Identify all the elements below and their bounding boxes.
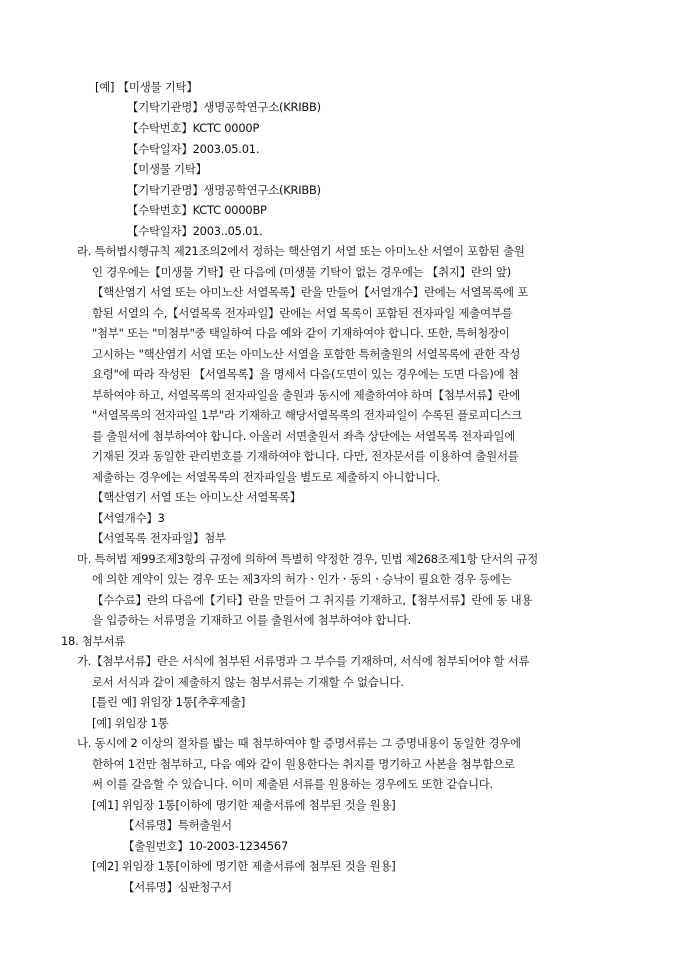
example-line: 【수탁일자】2003.05.01. [127, 142, 260, 156]
example-line: [예1] 위임장 1통[이하에 명기한 제출서류에 첨부된 것을 원용] [92, 798, 396, 812]
paragraph-line: 【수수료】란의 다음에【기타】란을 만들어 그 취지를 기재하고,【첨부서류】란에 동 내용 [92, 593, 533, 607]
paragraph-line: 에 의한 계약이 있는 경우 또는 제3자의 허가ㆍ인가ㆍ동의ㆍ승낙이 필요한 경우 등에는 [92, 572, 512, 586]
paragraph-line: 요령"에 따라 작성된 【서열목록】을 명세서 다음(도면이 있는 경우에는 도면 다음)에 첨 [92, 367, 519, 381]
example-line: 【수탁일자】2003..05.01. [127, 224, 263, 238]
item-ra-paragraph: 라. 특허법시행규칙 제21조의2에서 정하는 핵산염기 서열 또는 아미노산 서열이 포함된 출원 [77, 244, 525, 258]
paragraph-line: "서열목록의 전자파일 1부"라 기재하고 해당서열목록의 전자파일이 수록된 플로피디스크 [92, 408, 522, 422]
paragraph-line: 제출하는 경우에는 서열목록의 전자파일을 별도로 제출하지 아니합니다. [92, 470, 441, 484]
paragraph-line: 【핵산염기 서열 또는 아미노산 서열목록】란을 만들어【서열개수】란에는 서열목록에 포 [92, 285, 529, 299]
paragraph-line: 를 출원서에 첨부하여야 합니다. 아울러 서면출원서 좌측 상단에는 서열목록 전자파일에 [92, 429, 516, 443]
paragraph-line: 인 경우에는【미생물 기탁】란 다음에 (미생물 기탁이 없는 경우에는 【취지】란의 앞) [92, 265, 511, 279]
example-line: 【미생물 기탁】 [127, 162, 207, 176]
example-line: 【서열개수】3 [92, 511, 165, 525]
paragraph-line: 을 입증하는 서류명을 기재하고 이를 출원서에 첨부하여야 합니다. [92, 613, 412, 627]
paragraph-line: 로서 서식과 같이 제출하지 않는 첨부서류는 기재할 수 없습니다. [92, 675, 404, 689]
example-line: 【기탁기관명】생명공학연구소(KRIBB) [127, 183, 321, 197]
example-line: 【출원번호】10-2003-1234567 [123, 839, 289, 853]
paragraph-line: 고시하는 "핵산염기 서열 또는 아미노산 서열을 포함한 특허출원의 서열목록에 관한 작성 [92, 347, 521, 361]
example-line: 【수탁번호】KCTC 0000P [127, 121, 260, 135]
example-line: [예] 위임장 1통 [92, 716, 169, 730]
item-na-paragraph: 나. 동시에 2 이상의 절차를 밟는 때 첨부하여야 할 증명서류는 그 증명내용이 동일한 경우에 [77, 736, 521, 750]
item-ga-paragraph: 가.【첨부서류】란은 서식에 첨부된 서류명과 그 부수를 기재하며, 서식에 첨부되어야 할 서류 [77, 654, 530, 668]
example-heading-microorganism: [예] 【미생물 기탁】 [95, 80, 198, 94]
paragraph-line: 써 이를 갈음할 수 있습니다. 이미 제출된 서류를 원용하는 경우에도 또한 같습니다. [92, 777, 493, 791]
section-heading-18: 18. 첨부서류 [61, 634, 126, 648]
paragraph-line: 한하여 1건만 첨부하고, 다음 예와 같이 원용한다는 취지를 명기하고 사본을 첨부함으로 [92, 757, 515, 771]
example-line: 【기탁기관명】생명공학연구소(KRIBB) [127, 100, 321, 114]
example-line: [예2] 위임장 1통[이하에 명기한 제출서류에 첨부된 것을 원용] [92, 859, 396, 873]
paragraph-line: 기재된 것과 동일한 관리번호를 기재하여야 합니다. 다만, 전자문서를 이용하여 출원서를 [92, 449, 519, 463]
example-line: 【수탁번호】KCTC 0000BP [127, 203, 267, 217]
example-line: 【서류명】심판청구서 [123, 880, 232, 894]
example-line: 【서류명】특허출원서 [123, 818, 232, 832]
paragraph-line: "첨부" 또는 "미첨부"중 택일하여 다음 예와 같이 기재하여야 합니다. 또한, 특허청장이 [92, 326, 510, 340]
paragraph-line: 부하여야 하고, 서열목록의 전자파일을 출원과 동시에 제출하여야 하며【첨부서류】란에 [92, 388, 520, 402]
wrong-example-line: [틀린 예] 위임장 1통[추후제출] [92, 695, 246, 709]
paragraph-line: 함된 서열의 수,【서열목록 전자파일】란에는 서열 목록이 포함된 전자파일 제출여부를 [92, 306, 513, 320]
example-line: 【핵산염기 서열 또는 아미노산 서열목록】 [92, 490, 301, 504]
example-line: 【서열목록 전자파일】첨부 [92, 531, 226, 545]
item-ma-paragraph: 마. 특허법 제99조제3항의 규정에 의하여 특별히 약정한 경우, 민법 제268조제1항 단서의 규정 [77, 552, 539, 566]
